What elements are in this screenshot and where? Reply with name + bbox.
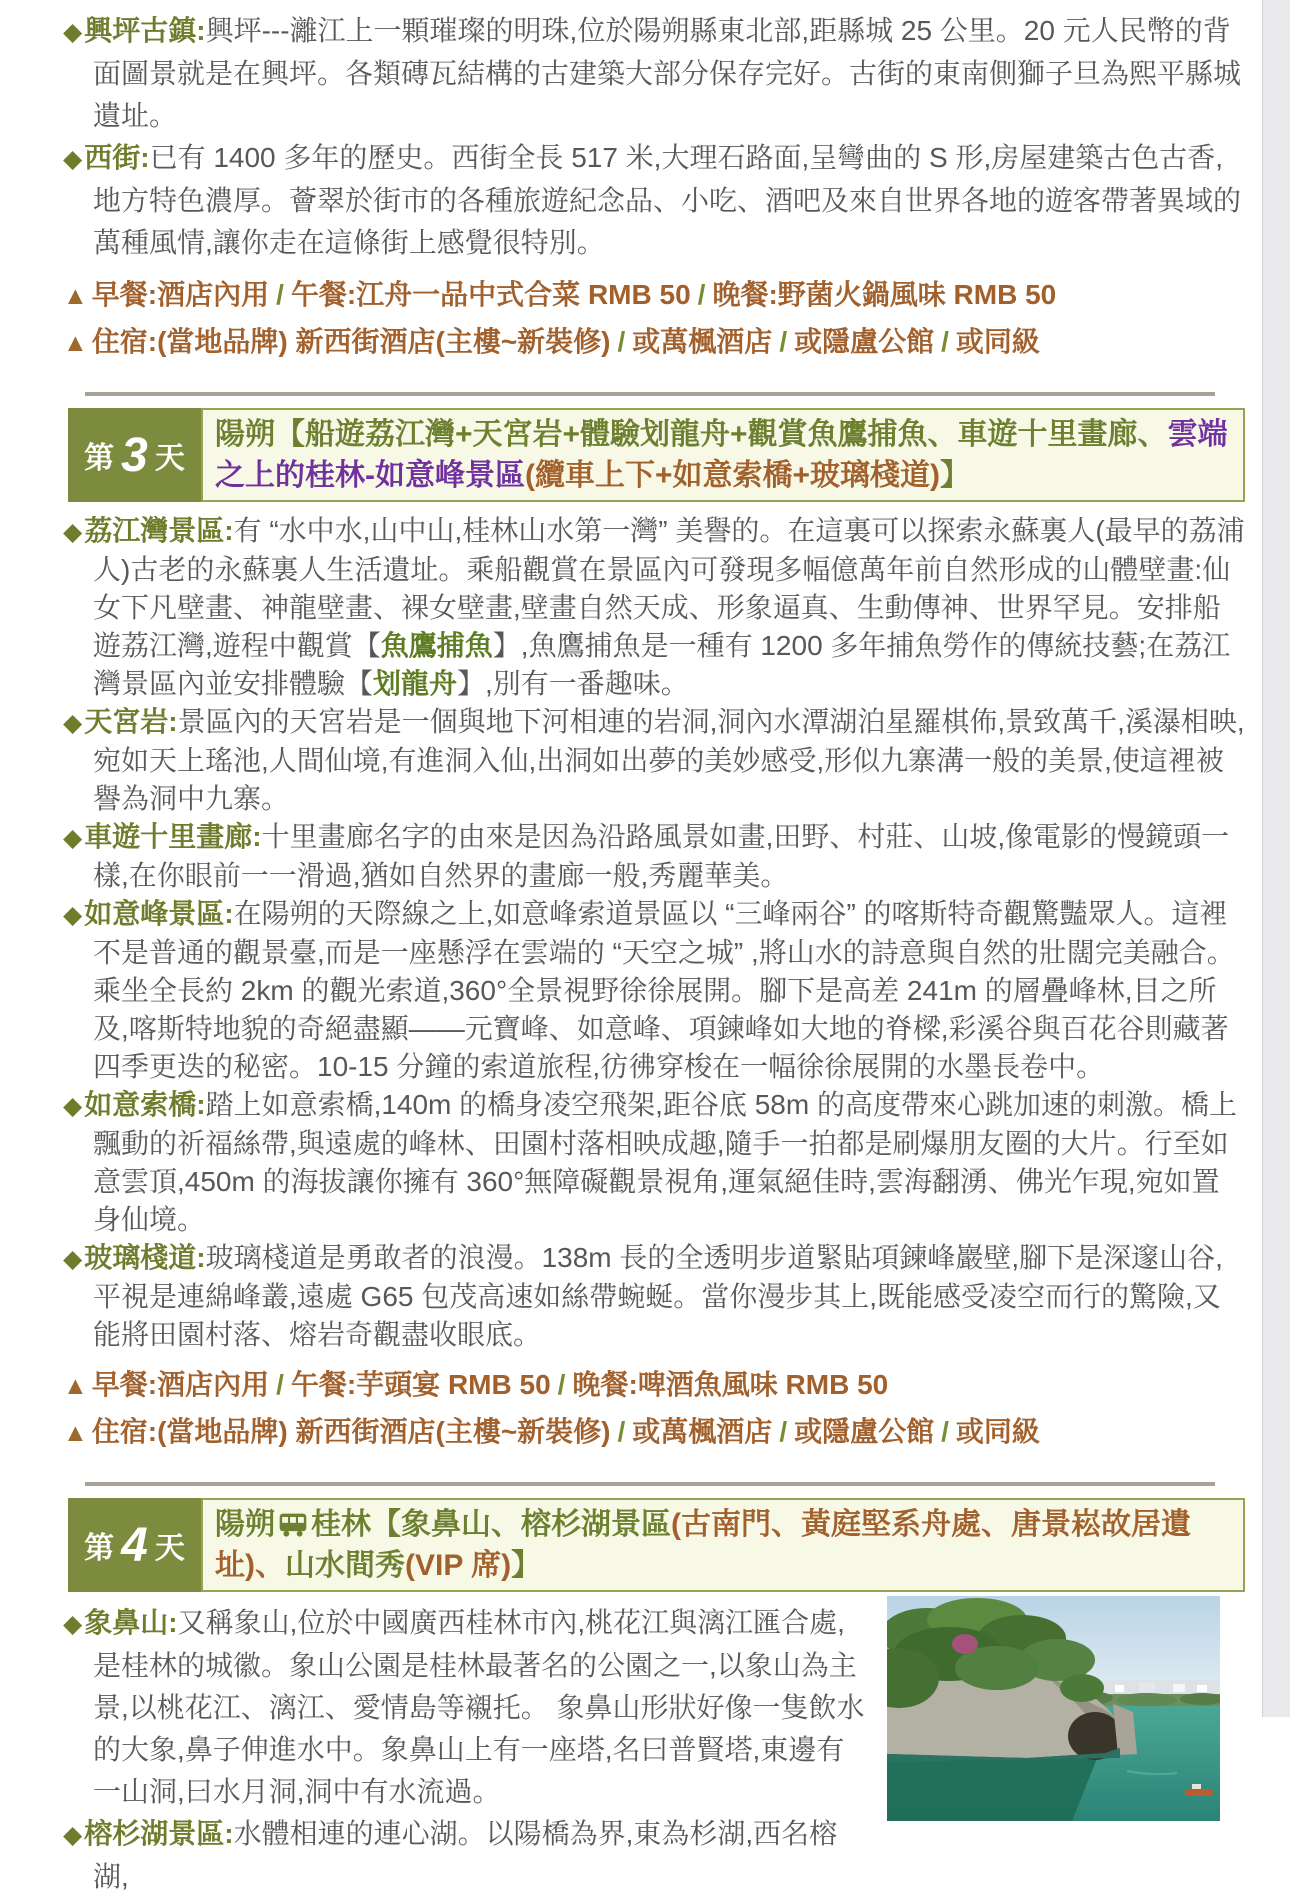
- title-segment-close: 】: [940, 459, 971, 492]
- section-divider: [85, 392, 1215, 396]
- badge-suffix: 天: [154, 442, 185, 475]
- breakfast-label: 早餐:酒店內用: [91, 1369, 270, 1400]
- spot-paragraph-bolizhandao: [63, 1239, 1245, 1354]
- elephant-trunk-hill-photo: [887, 1596, 1220, 1821]
- day-4-badge: [68, 1498, 201, 1592]
- spot-paragraph-ruyifeng: [63, 895, 1245, 1086]
- day-4-title: [201, 1498, 1245, 1592]
- spot-description: 】,魚鷹捕魚是一種有 1200 多年捕魚勞作的傳統技藝;在荔江灣景區內並安排體驗【: [93, 630, 1231, 699]
- spot-title: 天宮岩:: [84, 706, 178, 737]
- spot-paragraph-shilihualang: [63, 818, 1245, 895]
- hotel-option: 或同級: [955, 1416, 1040, 1447]
- badge-prefix: 第: [84, 442, 115, 475]
- spot-title: 荔江灣景區:: [84, 515, 234, 546]
- separator-slash: /: [617, 1416, 626, 1447]
- separator-slash: /: [941, 1416, 949, 1447]
- meals-line: [63, 1362, 1245, 1409]
- diamond-bullet-icon: ◆: [63, 518, 83, 546]
- spot-description: 十里畫廊名字的由來是因為沿路風景如畫,田野、村莊、山坡,像電影的慢鏡頭一樣,在你眼前一一滑過,猶如自然界的畫廊一般,秀麗華美。: [93, 821, 1230, 891]
- day-number: 3: [121, 428, 148, 482]
- lunch-label: 午餐:芋頭宴 RMB 50: [290, 1369, 551, 1400]
- spot-title: 車遊十里畫廊:: [84, 821, 262, 852]
- diamond-bullet-icon: ◆: [63, 709, 83, 737]
- spot-description: 玻璃棧道是勇敢者的浪漫。138m 長的全透明步道緊貼項鍊峰巖壁,腳下是深邃山谷,平視是連綿峰叢,遠處 G65 包茂高速如絲帶蜿蜒。當你漫步其上,既能感受凌空而行的驚險,又能將田園村落、熔岩奇觀盡收眼底。: [93, 1242, 1223, 1350]
- hotel-option: 或隱盧公館: [794, 326, 935, 357]
- title-segment-purple: 雲端之上的桂林-如意峰景區: [215, 418, 1228, 492]
- hotel-line: [63, 319, 1245, 366]
- spot-description: 有 “水中水,山中山,桂林山水第一灣” 美譽的。在這裏可以探索永蘇裏人(最早的荔浦人)古老的永蘇裏人生活遺址。乘船觀賞在景區內可發現多幅億萬年前自然形成的山體壁畫:仙女下凡壁畫、神龍壁畫、裸女壁畫,壁畫自然天成、形象逼真、生動傳神、世界罕見。安排船遊荔江灣,遊程中觀賞【: [93, 515, 1245, 661]
- triangle-bullet-icon: ▲: [63, 329, 88, 357]
- section-divider: [85, 1482, 1215, 1486]
- spot-title: 如意峰景區:: [84, 898, 234, 929]
- separator-slash: /: [276, 279, 284, 310]
- title-segment-green: 陽朔【船遊荔江灣+天宮岩+體驗划龍舟+觀賞魚鷹捕魚、車遊十里畫廊、: [215, 418, 1168, 451]
- spot-title: 象鼻山:: [84, 1607, 178, 1638]
- hotel-option: 或同級: [955, 326, 1040, 357]
- diamond-bullet-icon: ◆: [63, 901, 83, 929]
- spot-description: 已有 1400 多年的歷史。西街全長 517 米,大理石路面,呈彎曲的 S 形,房屋建築古色古香,地方特色濃厚。薈翠於街市的各種旅遊紀念品、小吃、酒吧及來自世界各地的遊客帶著異域的萬種風情,讓你走在這條街上感覺很特別。: [93, 142, 1242, 258]
- breakfast-label: 早餐:酒店內用: [91, 279, 270, 310]
- title-segment-green: 山水間秀: [285, 1549, 405, 1582]
- hotel-label: 住宿:(當地品牌) 新西街酒店(主樓~新裝修): [91, 1416, 611, 1447]
- spot-description: 在陽朔的天際線之上,如意峰索道景區以 “三峰兩谷” 的喀斯特奇觀驚豔眾人。這裡不是普通的觀景臺,而是一座懸浮在雲端的 “天空之城” ,將山水的詩意與自然的壯闊完美融合。乘坐全長約 2km 的觀光索道,360°全景視野徐徐展開。腳下是高差 241m 的層疊峰林,目之所及,喀斯特地貌的奇絕盡顯——元寶峰、如意峰、項鍊峰如大地的脊樑,彩溪谷與百花谷則藏著四季更迭的秘密。10-15 分鐘的索道旅程,彷彿穿梭在一幅徐徐展開的水墨長卷中。: [93, 898, 1235, 1082]
- spot-description: 又稱象山,位於中國廣西桂林市內,桃花江與漓江匯合處,是桂林的城徽。象山公園是桂林最著名的公園之一,以象山為主景,以桃花江、漓江、愛情島等襯托。 象鼻山形狀好像一隻飲水的大象,鼻子伸進水中。象鼻山上有一座塔,名曰普賢塔,東邊有一山洞,曰水月洞,洞中有水流過。: [93, 1607, 865, 1807]
- title-segment-brown: (纜車上下+如意索橋+玻璃棧道): [525, 459, 941, 492]
- spot-description: 景區內的天宮岩是一個與地下河相連的岩洞,洞內水潭湖泊星羅棋佈,景致萬千,溪瀑相映,宛如天上瑤池,人間仙境,有進洞入仙,出洞如出夢的美妙感受,形似九寨溝一般的美景,使這裡被譽為洞中九寨。: [93, 706, 1245, 814]
- triangle-bullet-icon: ▲: [63, 282, 88, 310]
- hotel-option: 或隱盧公館: [794, 1416, 935, 1447]
- badge-prefix: 第: [84, 1532, 115, 1565]
- diamond-bullet-icon: ◆: [63, 145, 83, 173]
- separator-slash: /: [779, 1416, 788, 1447]
- title-segment-brown: (VIP 席): [405, 1549, 512, 1582]
- spot-description: 水體相連的連心湖。以陽橋為界,東為杉湖,西名榕湖,: [93, 1818, 838, 1892]
- title-segment-brown: (古南門、黃庭堅系舟處、唐景崧故居遺址)、: [215, 1508, 1191, 1582]
- diamond-bullet-icon: ◆: [63, 824, 83, 852]
- separator-slash: /: [779, 326, 788, 357]
- day-3-body: [63, 512, 1245, 1354]
- bus-icon: [278, 1512, 308, 1537]
- highlight-cormorant-fishing: 魚鷹捕魚: [380, 630, 493, 661]
- spot-title: 榕杉湖景區:: [84, 1818, 234, 1849]
- day-3-badge: [68, 408, 201, 502]
- spot-paragraph-ruyisuoqiao: [63, 1086, 1245, 1239]
- spot-title: 興坪古鎮:: [84, 15, 206, 46]
- page-content: [63, 10, 1245, 1898]
- day-3-meals-block: [63, 1362, 1245, 1456]
- diamond-bullet-icon: ◆: [63, 18, 83, 46]
- spot-paragraph-tiangongyan: [63, 703, 1245, 818]
- spot-paragraph-westreet: [63, 137, 1245, 264]
- dinner-label: 晚餐:野菌火鍋風味 RMB 50: [712, 279, 1057, 310]
- separator-slash: /: [276, 1369, 284, 1400]
- diamond-bullet-icon: ◆: [63, 1245, 83, 1273]
- title-segment-green: 桂林【象鼻山、榕杉湖景區: [311, 1508, 671, 1541]
- day-3-title: [201, 408, 1245, 502]
- badge-suffix: 天: [154, 1532, 185, 1565]
- spot-paragraph-xingping: [63, 10, 1245, 137]
- page-right-gutter: [1262, 0, 1290, 1717]
- separator-slash: /: [941, 326, 949, 357]
- title-segment-close: 】: [511, 1549, 542, 1582]
- day2-meals-block: [63, 272, 1245, 366]
- day-4-section: [63, 1498, 1245, 1898]
- day2-tail-section: [63, 10, 1245, 366]
- spot-title: 如意索橋:: [84, 1089, 206, 1120]
- hotel-option: 或萬楓酒店: [632, 326, 773, 357]
- triangle-bullet-icon: ▲: [63, 1372, 88, 1400]
- hotel-option: 或萬楓酒店: [632, 1416, 773, 1447]
- separator-slash: /: [617, 326, 626, 357]
- meals-line: [63, 272, 1245, 319]
- spot-paragraph-rongshanhu: [63, 1813, 1245, 1898]
- spot-title: 西街:: [84, 142, 150, 173]
- title-segment-green: 陽朔: [215, 1508, 275, 1541]
- lunch-label: 午餐:江舟一品中式合菜 RMB 50: [290, 279, 691, 310]
- day-3-header: [68, 408, 1245, 502]
- hotel-line: [63, 1409, 1245, 1456]
- separator-slash: /: [697, 279, 706, 310]
- diamond-bullet-icon: ◆: [63, 1821, 83, 1849]
- day-4-header: [68, 1498, 1245, 1592]
- highlight-dragon-boat: 划龍舟: [373, 668, 458, 699]
- separator-slash: /: [557, 1369, 566, 1400]
- spot-description: 興坪---灕江上一顆璀璨的明珠,位於陽朔縣東北部,距縣城 25 公里。20 元人民幣的背面圖景就是在興坪。各類磚瓦結構的古建築大部分保存完好。古街的東南側獅子旦為熙平縣城遺址。: [93, 15, 1242, 131]
- day-number: 4: [121, 1518, 148, 1572]
- day-3-section: [63, 408, 1245, 1456]
- dinner-label: 晚餐:啤酒魚風味 RMB 50: [572, 1369, 889, 1400]
- spot-description: 踏上如意索橋,140m 的橋身凌空飛架,距谷底 58m 的高度帶來心跳加速的刺激。橋上飄動的祈福絲帶,與遠處的峰林、田園村落相映成趣,隨手一拍都是刷爆朋友圈的大片。行至如意雲頂,450m 的海拔讓你擁有 360°無障礙觀景視角,運氣絕佳時,雲海翻湧、佛光乍現,宛如置身仙境。: [93, 1089, 1237, 1235]
- triangle-bullet-icon: ▲: [63, 1419, 88, 1447]
- spot-description: 】,別有一番趣味。: [457, 668, 689, 699]
- hotel-label: 住宿:(當地品牌) 新西街酒店(主樓~新裝修): [91, 326, 611, 357]
- diamond-bullet-icon: ◆: [63, 1610, 83, 1638]
- day-4-body: [63, 1602, 1245, 1898]
- spot-title: 玻璃棧道:: [84, 1242, 206, 1273]
- spot-paragraph-lijiangwan: [63, 512, 1245, 703]
- diamond-bullet-icon: ◆: [63, 1092, 83, 1120]
